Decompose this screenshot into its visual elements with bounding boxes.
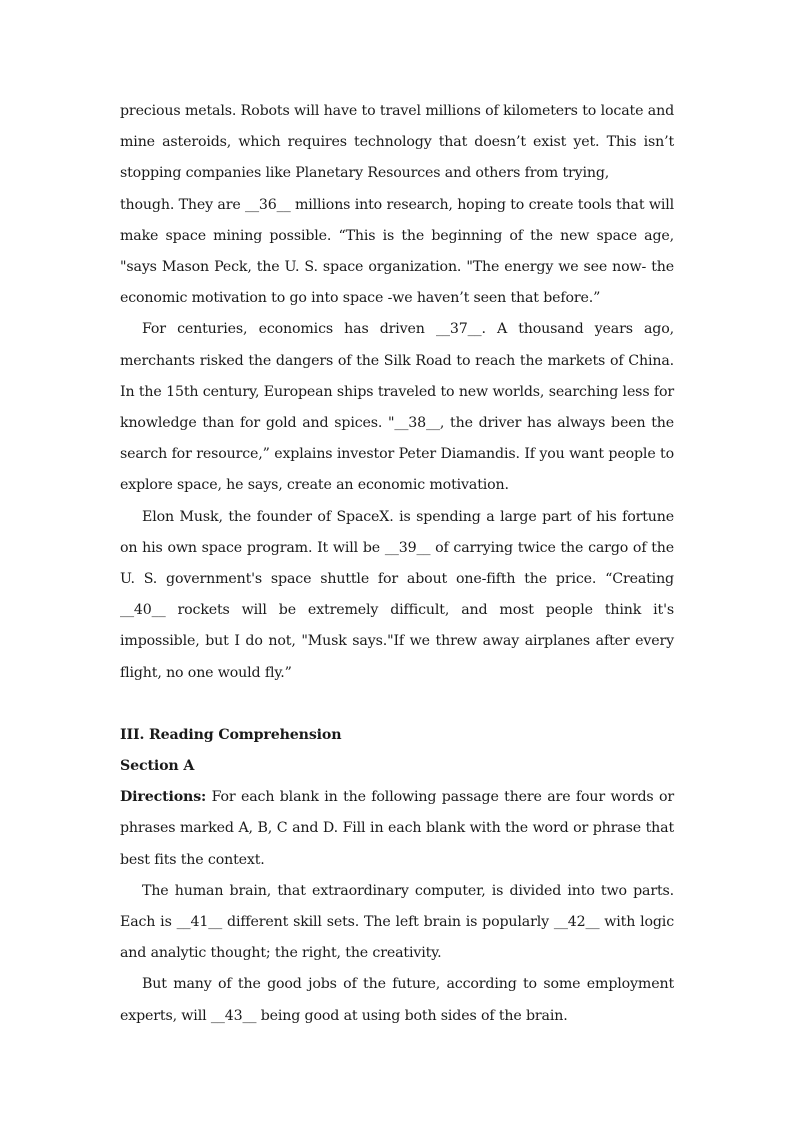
text-line: mine asteroids, which requires technology that doesn’t exist yet. This isn’t bbox=[120, 134, 674, 151]
spacer bbox=[120, 689, 674, 720]
text-line: stopping companies like Planetary Resources and others from trying, bbox=[120, 165, 610, 182]
directions-label: Directions: bbox=[120, 789, 207, 806]
paragraph-blank-41-42: The human brain, that extraordinary computer, is divided into two parts. Each is __41__ different skill sets. The left brain is popularly __42__ with logic and analytic thought; the right, the creativity. bbox=[120, 882, 674, 962]
text-line: precious metals. Robots will have to travel millions of kilometers to locate and bbox=[120, 103, 674, 119]
paragraph-blank-43: But many of the good jobs of the future, according to some employment experts, will __43__ being good at using both sides of the brain. bbox=[120, 976, 674, 1024]
paragraph-blank-39-40: Elon Musk, the founder of SpaceX. is spending a large part of his fortune on his own space program. It will be __39__ of carrying twice the cargo of the U. S. government's space shuttle for about one-fifth the price. “Creating __40__ rockets will be extremely difficult, and most people think it's impossible, but I do not, "Musk says."If we threw away airplanes after every flight, no one would fly.” bbox=[120, 508, 674, 681]
paragraph-continued bbox=[120, 96, 674, 190]
directions bbox=[120, 782, 674, 876]
document-page bbox=[120, 96, 674, 1032]
paragraph-blank-36: though. They are __36__ millions into research, hoping to create tools that will make space mining possible. “This is the beginning of the new space age, "says Mason Peck, the U. S. space organization. "The energy we see now- the economic motivation to go into space -we haven’t seen that before.” bbox=[120, 196, 674, 307]
section-title: III. Reading Comprehension bbox=[120, 726, 342, 743]
paragraph-blank-37-38: For centuries, economics has driven __37__. A thousand years ago, merchants risked the dangers of the Silk Road to reach the markets of China. In the 15th century, European ships traveled to new worlds, searching less for knowledge than for gold and spices. "__38__, the driver has always been the search for resource,” explains investor Peter Diamandis. If you want people to explore space, he says, create an economic motivation. bbox=[120, 321, 674, 494]
directions-text: For each blank in the following passage there are four words or phrases marked A, B, C and D. Fill in each blank with the word or phrase that best fits the context. bbox=[120, 789, 674, 868]
section-subtitle: Section A bbox=[120, 758, 195, 775]
